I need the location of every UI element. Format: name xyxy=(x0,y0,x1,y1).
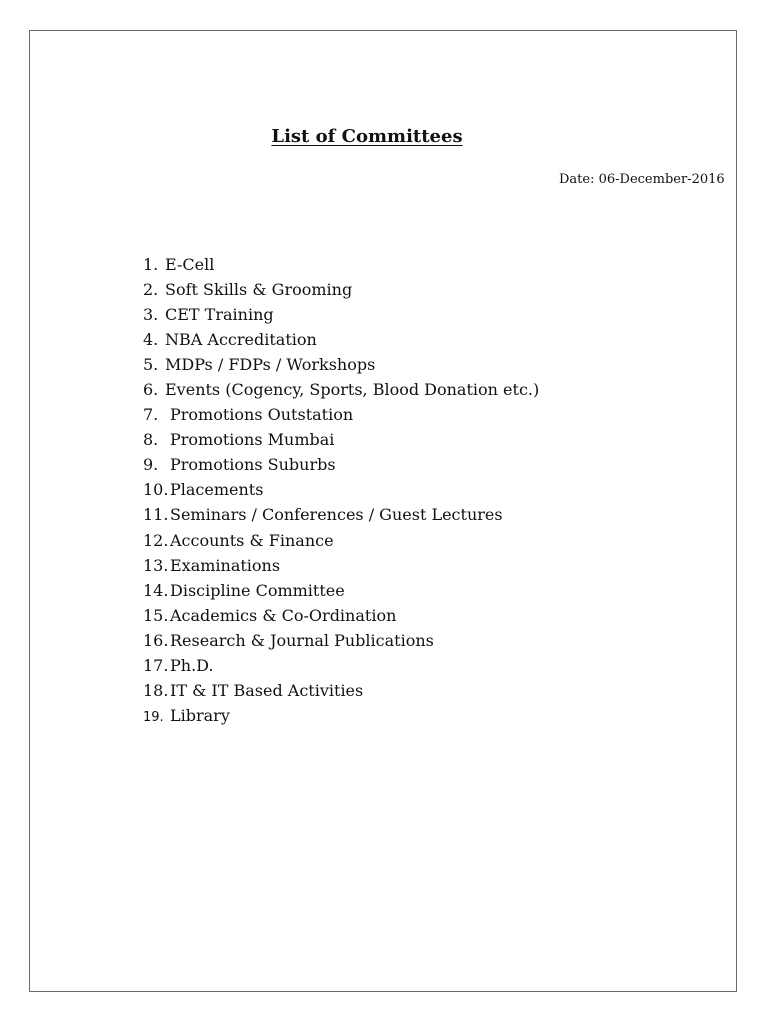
list-item-text: Seminars / Conferences / Guest Lectures xyxy=(170,505,503,525)
list-item-number: 10. xyxy=(143,480,169,500)
list-item-number: 17. xyxy=(143,655,169,675)
list-item-text: Academics & Co-Ordination xyxy=(170,605,397,625)
list-item-number: 19. xyxy=(143,709,164,725)
list-item-text: Events (Cogency, Sports, Blood Donation etc.) xyxy=(165,380,540,400)
list-item-text: NBA Accreditation xyxy=(165,330,317,350)
list-item-number: 3. xyxy=(143,305,159,325)
list-item-text: Soft Skills & Grooming xyxy=(165,280,353,300)
list-item xyxy=(143,402,539,427)
list-item xyxy=(143,553,539,578)
list-item-text: Accounts & Finance xyxy=(170,530,334,550)
list-item-number: 12. xyxy=(143,530,169,550)
list-item-number: 5. xyxy=(143,355,159,375)
list-item xyxy=(143,528,539,553)
list-item-number: 1. xyxy=(143,255,159,274)
list-item xyxy=(143,703,539,728)
list-item xyxy=(143,427,539,452)
list-item-number: 14. xyxy=(143,580,169,600)
list-item xyxy=(143,252,539,277)
list-item-text: Promotions Mumbai xyxy=(170,430,335,450)
list-item-number: 6. xyxy=(143,380,159,400)
list-item-number: 13. xyxy=(143,555,169,575)
list-item-number: 16. xyxy=(143,630,169,650)
list-item-number: 11. xyxy=(143,505,169,525)
list-item-number: 18. xyxy=(143,680,169,700)
list-item xyxy=(143,477,539,502)
list-item-text: Placements xyxy=(170,480,264,500)
document-date: Date: 06-December-2016 xyxy=(559,172,725,187)
list-item-number: 2. xyxy=(143,280,159,300)
list-item-text: Promotions Outstation xyxy=(170,405,354,425)
list-item-number: 4. xyxy=(143,330,159,350)
list-item xyxy=(143,603,539,628)
list-item-text: CET Training xyxy=(165,305,274,325)
list-item xyxy=(143,578,539,603)
list-item xyxy=(143,327,539,352)
list-item-text: Discipline Committee xyxy=(170,580,345,600)
list-item-number: 9. xyxy=(143,455,159,475)
list-item-text: Examinations xyxy=(170,555,281,575)
list-item xyxy=(143,452,539,477)
committee-list xyxy=(143,252,539,728)
list-item-text: Research & Journal Publications xyxy=(170,630,434,650)
list-item xyxy=(143,678,539,703)
list-item-number: 8. xyxy=(143,430,159,450)
list-item xyxy=(143,277,539,302)
document-page xyxy=(29,30,737,992)
list-item xyxy=(143,352,539,377)
list-item-text: MDPs / FDPs / Workshops xyxy=(165,355,376,375)
list-item xyxy=(143,628,539,653)
page-title: List of Committees xyxy=(271,126,463,147)
list-item xyxy=(143,502,539,527)
list-item-number: 7. xyxy=(143,405,159,425)
list-item-text: IT & IT Based Activities xyxy=(170,680,364,700)
list-item-text: Library xyxy=(170,705,230,725)
list-item-number: 15. xyxy=(143,605,169,625)
list-item xyxy=(143,377,539,402)
list-item xyxy=(143,302,539,327)
list-item-text: Promotions Suburbs xyxy=(170,455,336,475)
list-item-text: E-Cell xyxy=(165,255,215,274)
list-item xyxy=(143,653,539,678)
list-item-text: Ph.D. xyxy=(170,655,214,675)
